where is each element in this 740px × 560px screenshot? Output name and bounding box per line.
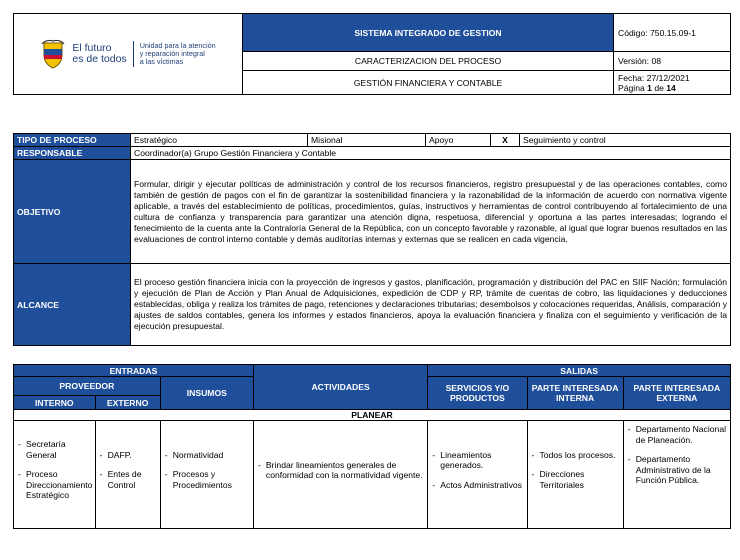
tipo-apoyo: Apoyo: [426, 134, 491, 147]
document-code: Código: 750.15.09-1: [614, 14, 731, 52]
phase-planear: PLANEAR: [14, 410, 731, 421]
servicios-header: SERVICIOS Y/O PRODUCTOS: [428, 377, 527, 410]
list-item: - Normatividad: [163, 450, 251, 461]
process-table: [13, 364, 731, 529]
logo: [14, 39, 242, 69]
interno-header: INTERNO: [14, 396, 96, 410]
list-item: - Direcciones Territoriales: [530, 469, 621, 490]
system-title: SISTEMA INTEGRADO DE GESTION: [243, 14, 614, 52]
document-date-page: [614, 71, 731, 95]
responsable-value: Coordinador(a) Grupo Gestión Financiera y Contable: [131, 147, 731, 160]
list-item: - Departamento Administrativo de la Función Pública.: [626, 454, 728, 486]
interno-cell: [14, 421, 96, 529]
logo-cell: [14, 14, 243, 95]
list-item: - DAFP.: [98, 450, 158, 461]
document-date: Fecha: 27/12/2021: [618, 72, 690, 83]
page-indicator: Página 1 de 14: [618, 82, 676, 93]
servicios-cell: [428, 421, 527, 529]
document-subtitle: CARACTERIZACION DEL PROCESO: [243, 52, 614, 71]
tipo-seguimiento: Seguimiento y control: [520, 134, 731, 147]
tipo-misional: Misional: [308, 134, 426, 147]
externo-header: EXTERNO: [95, 396, 160, 410]
list-item: - Proceso Direccionamiento Estratégico: [16, 469, 93, 501]
objetivo-text: Formular, dirigir y ejecutar políticas de administración y control de los recursos financieros, registro presupuestal y de las operaciones contables, como también de gestión de pagos con el fin de garantizar la sostenibilidad financiera y la razonabilidad de la información de acuerdo con normativa vigente aplicable, a través del establecimiento de políticas, procedimientos, guías, instructivos y herramientas de control contribuyendo al fortalecimiento de una cultura de confianza y transparencia para garantizar una atención digna, respetuosa, diferencial y oportuna a las partes interesadas; logrando el fenecimiento de la cuenta ante la Contraloría General de la República, con un concepto favorable y razonable, al igual que lograr buenos resultados en las evaluaciones de control interno contable y demás auditorías internas y externas que se realicen en cada vigencia.: [131, 160, 731, 264]
list-item: - Entes de Control: [98, 469, 158, 490]
coat-of-arms-icon: [40, 39, 66, 69]
insumos-header: INSUMOS: [160, 377, 253, 410]
document-version: Versión: 08: [614, 52, 731, 71]
parte-interna-header: PARTE INTERESADA INTERNA: [527, 377, 623, 410]
proveedor-header: PROVEEDOR: [14, 377, 161, 396]
alcance-text: El proceso gestión financiera inicia con la proyección de ingresos y gastos, planificación, programación y distribución del PAC en SIIF Nación; formulación y ejecución de Plan de Acción y Plan Anual de Adquisiciones, expedición de CDP y RP, trámite de cuentas de cobro, las liquidaciones y deducciones establecidas, obliga y realiza los trámites de pago, retenciones y declaraciones tributarias; desembolsos y colocaciones requeridas, Análisis, comparación y ajustes de saldos contables, genera los informes y estados financieros, apoya la evaluación financiera y finaliza con el seguimiento y verificación de la ejecución presupuestal.: [131, 264, 731, 346]
insumos-cell: [160, 421, 253, 529]
process-info-table: [13, 133, 731, 346]
parte-externa-header: PARTE INTERESADA EXTERNA: [623, 377, 730, 410]
logo-slogan: El futuro es de todos: [72, 42, 127, 65]
list-item: - Procesos y Procedimientos: [163, 469, 251, 490]
tipo-estrategico: Estratégico: [131, 134, 308, 147]
list-item: - Actos Administrativos: [430, 480, 524, 491]
list-item: - Todos los procesos.: [530, 450, 621, 461]
objetivo-label: OBJETIVO: [14, 160, 131, 264]
process-name: GESTIÓN FINANCIERA Y CONTABLE: [243, 71, 614, 95]
responsable-label: RESPONSABLE: [14, 147, 131, 160]
list-item: - Secretaría General: [16, 439, 93, 460]
list-item: - Brindar lineamientos generales de conformidad con la normatividad vigente.: [256, 460, 425, 481]
salidas-header: SALIDAS: [428, 365, 731, 377]
entradas-header: ENTRADAS: [14, 365, 254, 377]
actividades-header: ACTIVIDADES: [253, 365, 427, 410]
actividades-cell: [253, 421, 427, 529]
externo-cell: [95, 421, 160, 529]
document-header: [13, 13, 731, 95]
parte-interna-cell: [527, 421, 623, 529]
logo-unit-name: Unidad para la atención y reparación integral a las víctimas: [139, 41, 216, 66]
tipo-selected-mark: X: [491, 134, 520, 147]
alcance-label: ALCANCE: [14, 264, 131, 346]
logo-divider: [133, 41, 134, 67]
list-item: - Lineamientos generados.: [430, 450, 524, 471]
list-item: - Departamento Nacional de Planeación.: [626, 424, 728, 445]
parte-externa-cell: [623, 421, 730, 529]
tipo-label: TIPO DE PROCESO: [14, 134, 131, 147]
